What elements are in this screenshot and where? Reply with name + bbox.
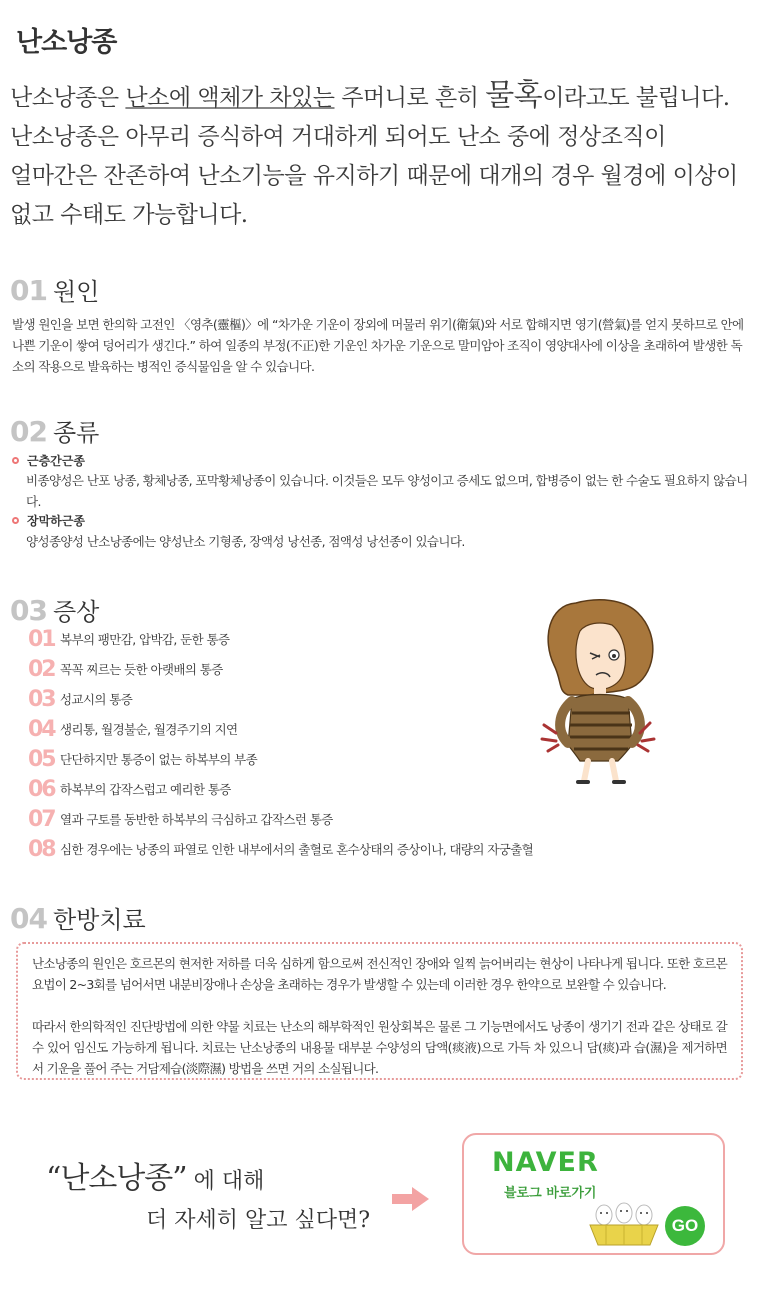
bullet-icon [12, 517, 19, 524]
type-item-1-text: 비종양성은 난포 낭종, 황체낭종, 포막황체낭종이 있습니다. 이것들은 모두 양성이고 증세도 없으며, 합병증이 없는 한 수술도 필요하지 않습니다. [26, 473, 748, 509]
symptom-item: 01 복부의 팽만감, 압박감, 둔한 통증 [28, 626, 230, 652]
section-types-heading [10, 413, 99, 448]
section-number: 03 [10, 594, 47, 627]
woman-in-pain-illustration [528, 595, 668, 785]
cta-line-2: 더 자세히 알고 싶다면? [146, 1208, 371, 1233]
symptom-item: 03 성교시의 통증 [28, 686, 133, 712]
treatment-box [16, 942, 743, 1080]
section-number: 01 [10, 274, 47, 307]
go-button[interactable]: GO [665, 1206, 705, 1246]
naver-blog-label: 블로그 바로가기 [504, 1186, 597, 1201]
type-item-2-text: 양성종양성 난소낭종에는 양성난소 기형종, 장액성 낭선종, 점액성 낭선종이 있습니다. [26, 534, 465, 549]
intro-line-3: 얼마간은 잔존하여 난소기능을 유지하기 때문에 대개의 경우 월경에 이상이 [10, 163, 738, 189]
symptom-item: 02 꼭꼭 찌르는 듯한 아랫배의 통증 [28, 656, 223, 682]
section-title: 원인 [52, 278, 100, 306]
treatment-paragraph-2: 따라서 한의학적인 진단방법에 의한 약물 치료는 난소의 해부학적인 원상회복은 물론 그 기능면에서도 낭종이 생기기 전과 같은 상태로 갈 수 있어 임신도 가능하게 됩니다. 치료는 난소낭종의 내용물 대부분 수양성의 담액(痰液)으로 가득 차 있으니 담(痰)과 습(濕)을 제거하면서 기운을 풀어 주는 거담제습(淡際濕) 방법을 쓰면 거의 소실됩니다. [32, 1019, 727, 1076]
naver-blog-link[interactable] [462, 1133, 725, 1255]
section-number: 04 [10, 902, 47, 935]
intro-paragraph [10, 76, 750, 235]
section-treatment-heading [10, 900, 146, 935]
section-title: 한방치료 [52, 906, 146, 934]
type-item-1-label: 근층간근종 [12, 452, 85, 469]
type-item-2-label: 장막하근종 [12, 512, 85, 529]
arrow-right-icon [392, 1186, 430, 1212]
intro-line-4: 없고 수태도 가능합니다. [10, 202, 248, 228]
section-number: 02 [10, 415, 47, 448]
section-title: 증상 [52, 598, 100, 626]
intro-line-2: 난소낭종은 아무리 증식하여 거대하게 되어도 난소 중에 정상조직이 [10, 124, 666, 150]
section-symptoms-heading [10, 592, 99, 627]
cause-text: 발생 원인을 보면 한의학 고전인 〈영추(靈樞)〉에 “차가운 기운이 장외에 머물러 위기(衛氣)와 서로 합해지면 영기(營氣)를 얻지 못하므로 안에 나쁜 기운이 쌓여 덩어리가 생긴다.” 하여 일종의 부정(不正)한 기운인 차가운 기운으로 말미암아 조직이 영양대사에 이상을 초래하여 발생한 독소의 작용으로 발육하는 병적인 증식물임을 알 수 있습니다. [12, 317, 744, 374]
symptom-item: 06 하복부의 갑작스럽고 예리한 통증 [28, 776, 231, 802]
symptom-item: 05 단단하지만 통증이 없는 하복부의 부종 [28, 746, 258, 772]
symptom-item: 04 생리통, 월경불순, 월경주기의 지연 [28, 716, 238, 742]
cta-keyword: 난소낭종 [60, 1161, 173, 1196]
page-title: 난소낭종 [16, 27, 117, 58]
highlight-word: 물혹 [485, 78, 543, 113]
symptom-item: 08 심한 경우에는 낭종의 파열로 인한 내부에서의 출혈로 혼수상태의 증상이나, 대량의 자궁출혈 [28, 836, 534, 862]
egg-tray-icon [586, 1199, 662, 1247]
cta-line-1: “난소낭종” 에 대해 [46, 1161, 265, 1196]
intro-line-1: 난소낭종은 난소에 액체가 차있는 주머니로 흔히 물혹이라고도 불립니다. [10, 78, 730, 113]
section-cause-heading [10, 272, 99, 307]
section-title: 종류 [52, 419, 100, 447]
naver-logo: NAVER [492, 1147, 599, 1178]
bullet-icon [12, 457, 19, 464]
treatment-paragraph-1: 난소낭종의 원인은 호르몬의 현저한 저하를 더욱 심하게 함으로써 전신적인 장애와 일찍 늙어버리는 현상이 나타나게 됩니다. 또한 호르몬요법이 2~3회를 넘어서면 내분비장애나 손상을 초래하는 경우가 발생할 수 있는데 이러한 경우 한약으로 보완할 수 있습니다. [32, 956, 727, 992]
symptom-item: 07 열과 구토를 동반한 하복부의 극심하고 갑작스런 통증 [28, 806, 333, 832]
